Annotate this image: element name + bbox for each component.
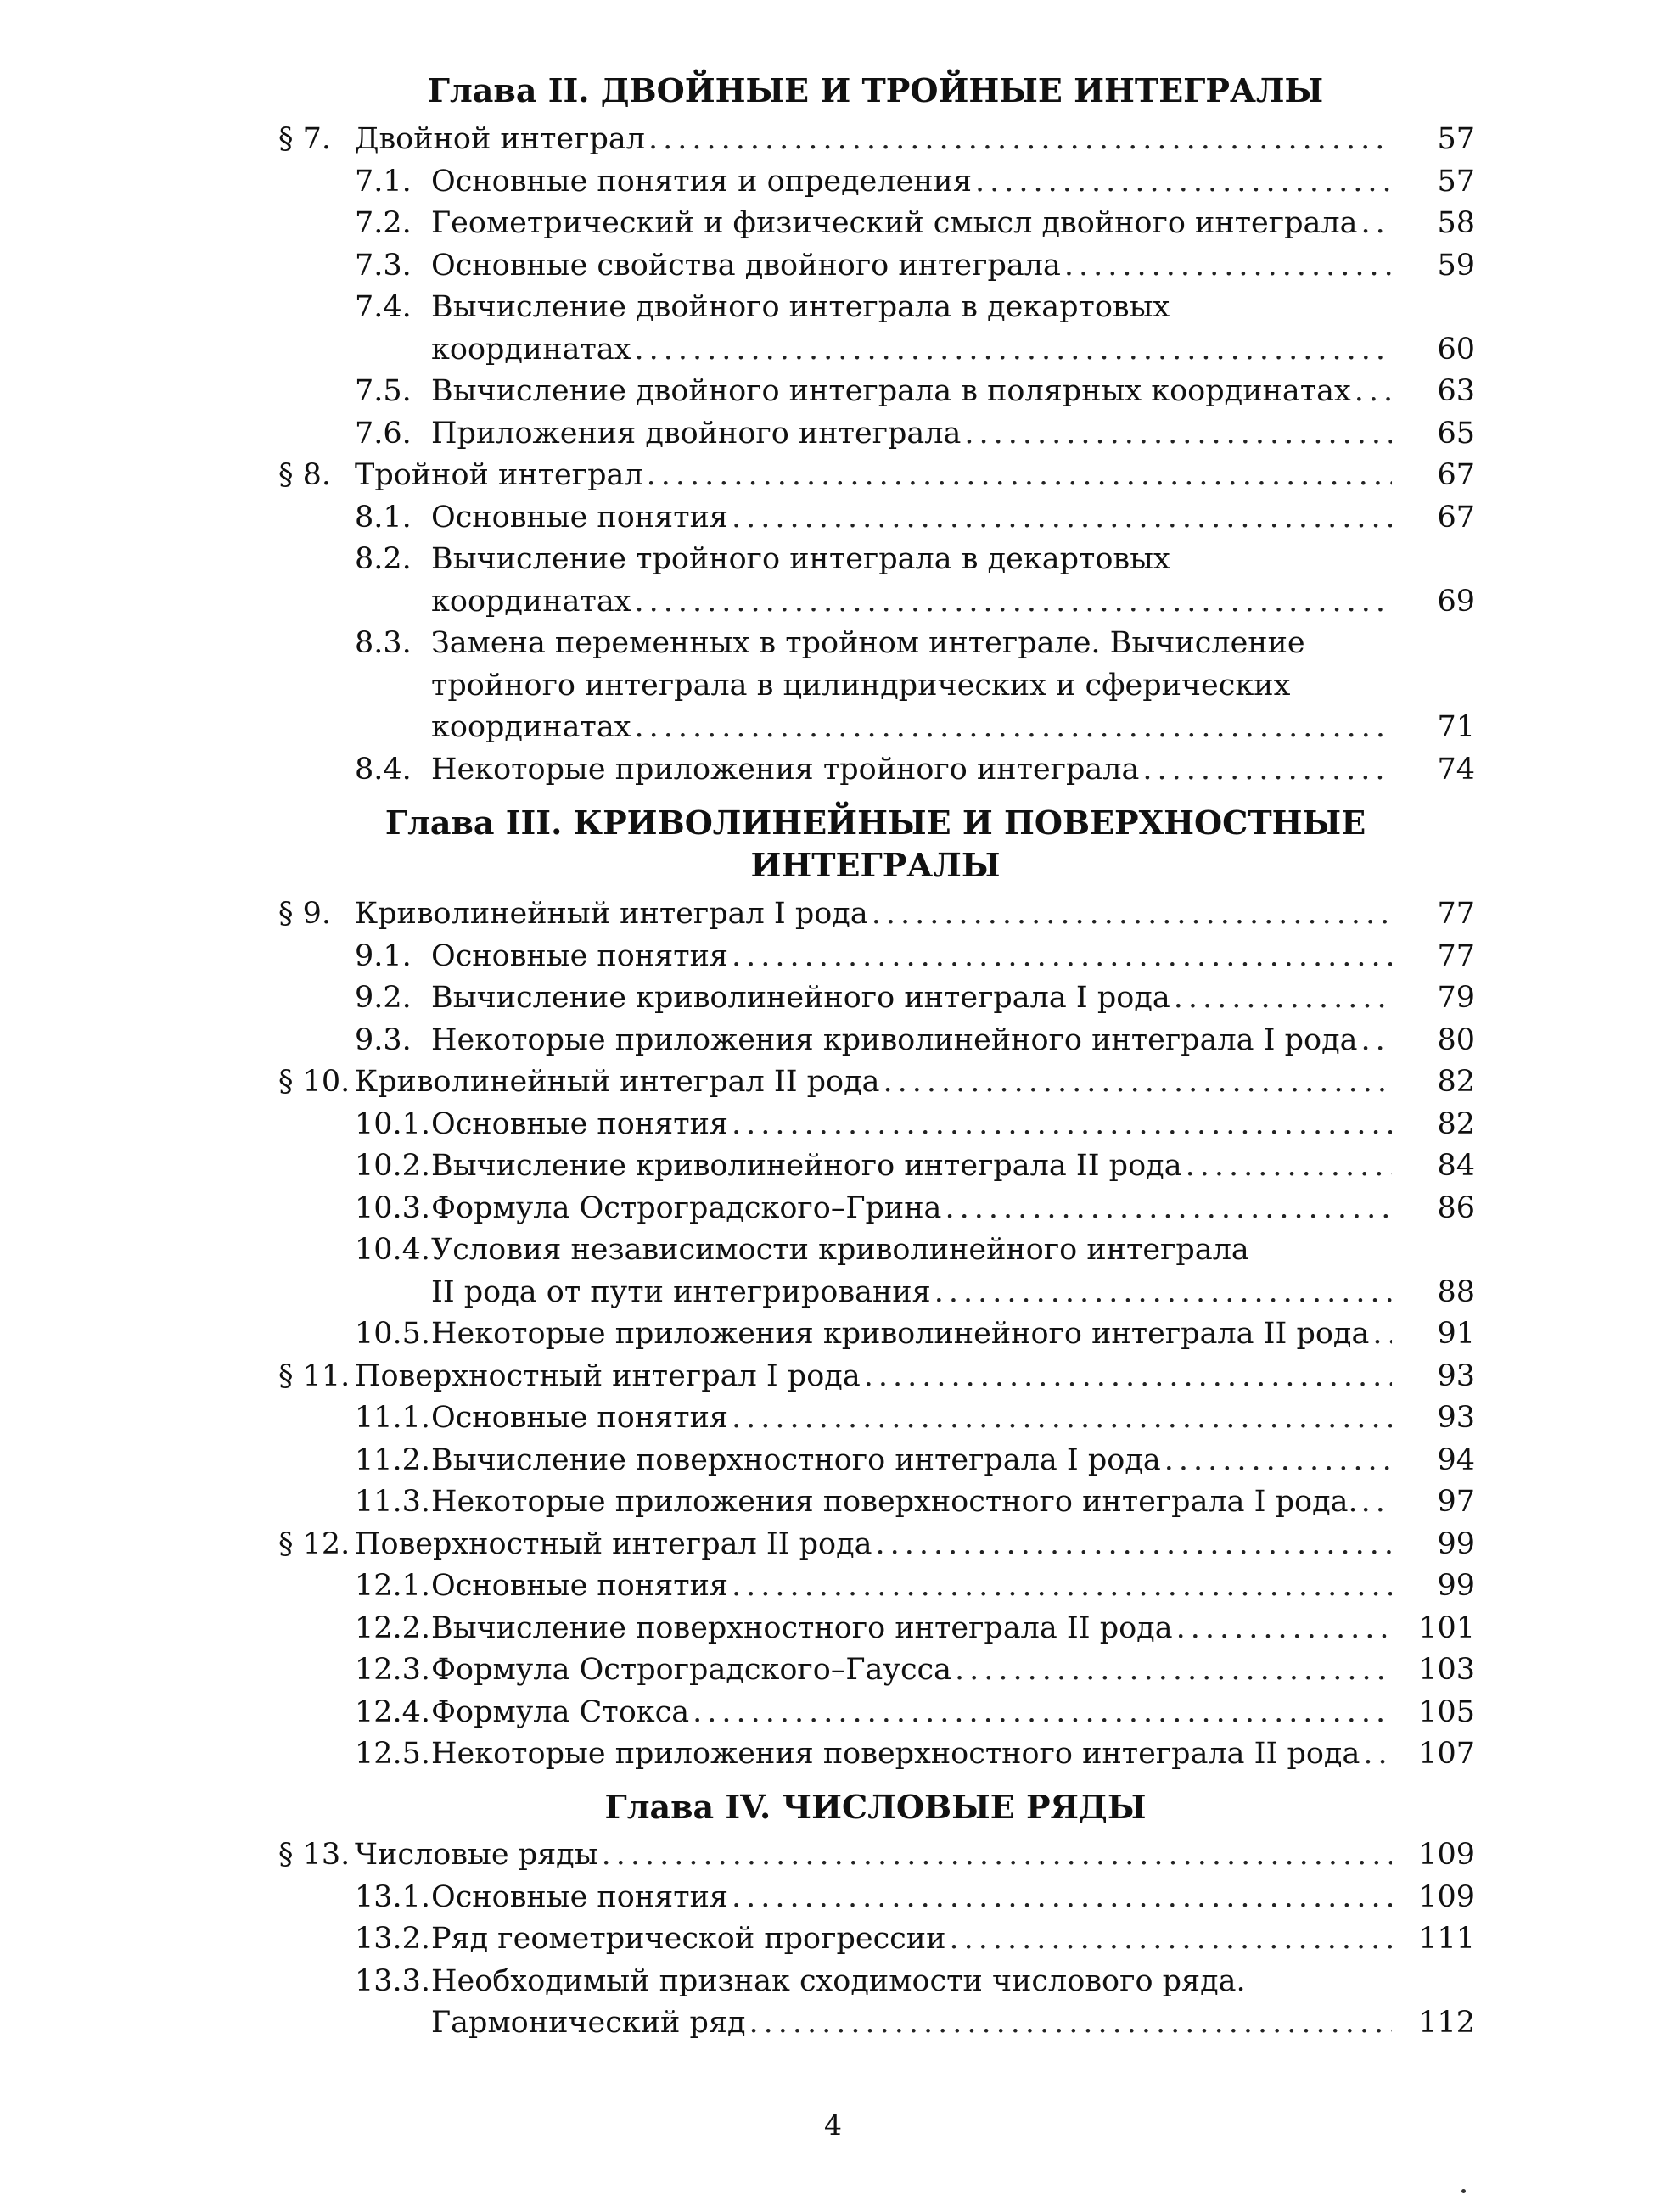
toc-entry-s9-2[interactable] (0, 977, 1666, 1020)
entry-page: 99 (1437, 1526, 1475, 1561)
leader-dots (945, 1918, 1392, 1961)
entry-title: Основные понятия (431, 1401, 728, 1435)
entry-title: Геометрический и физический смысл двойного интеграла (431, 206, 1358, 240)
entry-page: 101 (1418, 1610, 1475, 1645)
entry-page: 82 (1437, 1065, 1475, 1099)
entry-number: 9.2. (355, 981, 412, 1015)
toc-entry-s10-4-cont[interactable] (0, 1272, 1666, 1314)
toc-entry-s12-4[interactable] (0, 1692, 1666, 1734)
toc-entry-s12-2[interactable] (0, 1608, 1666, 1650)
entry-number: § 7. (278, 122, 332, 156)
entry-number: 10.4. (355, 1233, 431, 1267)
entry-page: 77 (1437, 938, 1475, 973)
entry-page: 60 (1437, 332, 1475, 367)
entry-page: 57 (1437, 122, 1475, 156)
toc-entry-s8-3-cont2[interactable] (0, 707, 1666, 749)
entry-title: Основные понятия (431, 1569, 728, 1603)
entry-page: 57 (1437, 164, 1475, 199)
toc-entry-s12[interactable] (0, 1524, 1666, 1566)
leader-dots (1358, 1481, 1392, 1524)
entry-page: 79 (1437, 981, 1475, 1015)
entry-title: Вычисление двойного интеграла в полярных координатах (431, 374, 1351, 408)
leader-dots (1369, 1313, 1392, 1356)
leader-dots (1357, 203, 1392, 245)
toc-entry-s7-3[interactable] (0, 245, 1666, 288)
toc-entry-s9-3[interactable] (0, 1020, 1666, 1062)
toc-entry-s8-2[interactable] (0, 539, 1666, 581)
entry-page: 93 (1437, 1401, 1475, 1435)
entry-page: 112 (1418, 2006, 1475, 2040)
toc-entry-s13-3[interactable] (0, 1961, 1666, 2003)
leader-dots (931, 1272, 1392, 1314)
entry-number: § 11. (278, 1358, 351, 1393)
entry-title: Вычисление криволинейного интеграла I рода (431, 981, 1170, 1015)
entry-title: Некоторые приложения поверхностного интеграла I рода. (431, 1485, 1358, 1519)
leader-dots (1061, 245, 1392, 288)
entry-number: 7.4. (355, 290, 412, 324)
entry-number: § 13. (278, 1838, 351, 1872)
leader-dots (941, 1188, 1392, 1230)
toc-entry-s8[interactable] (0, 455, 1666, 497)
entry-number: 7.1. (355, 164, 412, 199)
entry-number: 10.5. (355, 1317, 431, 1351)
entry-title: Поверхностный интеграл II рода (355, 1526, 872, 1561)
entry-number: 13.1. (355, 1879, 431, 1914)
entry-page: 67 (1437, 458, 1475, 492)
leader-dots (1170, 977, 1392, 1020)
leader-dots (728, 1104, 1392, 1146)
leader-dots (728, 497, 1392, 540)
entry-number: 10.2. (355, 1149, 431, 1183)
toc-entry-s11-2[interactable] (0, 1440, 1666, 1482)
entry-title: Некоторые приложения криволинейного интеграла I рода (431, 1022, 1358, 1057)
toc-entry-s10-2[interactable] (0, 1145, 1666, 1188)
entry-title: Приложения двойного интеграла (431, 416, 962, 451)
entry-title-line1: Необходимый признак сходимости числового ряда. (431, 1963, 1246, 1998)
leader-dots (872, 1524, 1392, 1566)
entry-number: § 9. (278, 897, 332, 931)
entry-title-line2: координатах (431, 584, 631, 619)
chapter-heading-cont: ИНТЕГРАЛЫ (750, 846, 1001, 884)
leader-dots (643, 455, 1392, 497)
leader-dots (728, 1565, 1392, 1608)
toc-entry-s7-4[interactable] (0, 287, 1666, 329)
leader-dots (961, 413, 1392, 456)
entry-title: Формула Остроградского–Гаусса (431, 1653, 952, 1687)
entry-number: 7.2. (355, 206, 412, 240)
entry-page: 109 (1418, 1838, 1475, 1872)
toc-entry-s10-1[interactable] (0, 1104, 1666, 1146)
toc-entry-s11-3[interactable] (0, 1481, 1666, 1524)
leader-dots (1173, 1608, 1392, 1650)
leader-dots (972, 161, 1392, 204)
entry-number: 12.4. (355, 1694, 431, 1729)
leader-dots (631, 329, 1392, 372)
leader-dots (868, 893, 1392, 936)
entry-number: § 10. (278, 1065, 351, 1099)
entry-title: Некоторые приложения поверхностного интеграла II рода (431, 1737, 1360, 1771)
toc-entry-s9-1[interactable] (0, 936, 1666, 978)
entry-title: Основные понятия (431, 1106, 728, 1141)
entry-title: Вычисление поверхностного интеграла II рода (431, 1610, 1173, 1645)
entry-number: 13.3. (355, 1963, 431, 1998)
toc-entry-s12-1[interactable] (0, 1565, 1666, 1608)
leader-dots (631, 707, 1392, 749)
toc-entry-s7[interactable] (0, 119, 1666, 161)
entry-title: Основные понятия (431, 500, 728, 535)
entry-page: 77 (1437, 897, 1475, 931)
entry-page: 109 (1418, 1879, 1475, 1914)
entry-number: 13.2. (355, 1922, 431, 1956)
entry-title-line1: Условия независимости криволинейного интеграла (431, 1233, 1249, 1267)
entry-number: § 12. (278, 1526, 351, 1561)
entry-title: Основные понятия (431, 1879, 728, 1914)
chapter-heading: Глава III. КРИВОЛИНЕЙНЫЕ И ПОВЕРХНОСТНЫЕ (384, 804, 1366, 842)
entry-page: 58 (1437, 206, 1475, 240)
toc-entry-s12-5[interactable] (0, 1733, 1666, 1776)
entry-page: 93 (1437, 1358, 1475, 1393)
entry-number: 7.6. (355, 416, 412, 451)
entry-page: 94 (1437, 1442, 1475, 1477)
toc-entry-s11-1[interactable] (0, 1397, 1666, 1440)
toc-entry-s8-3-cont1[interactable] (0, 665, 1666, 708)
entry-title: Некоторые приложения тройного интеграла (431, 752, 1140, 787)
entry-number: 7.5. (355, 374, 412, 408)
leader-dots (746, 2002, 1392, 2045)
entry-page: 88 (1437, 1274, 1475, 1309)
leader-dots (951, 1649, 1392, 1692)
toc-entry-s10-4[interactable] (0, 1229, 1666, 1272)
leader-dots (1360, 1733, 1392, 1776)
entry-title: Формула Остроградского–Грина (431, 1190, 942, 1225)
chapter-heading: Глава II. ДВОЙНЫЕ И ТРОЙНЫЕ ИНТЕГРАЛЫ (427, 71, 1324, 109)
entry-title: Криволинейный интеграл I рода (355, 897, 868, 931)
entry-number: 8.3. (355, 626, 412, 660)
entry-title: Тройной интеграл (355, 458, 643, 492)
entry-title: Основные понятия и определения (431, 164, 973, 199)
leader-dots (689, 1692, 1392, 1734)
entry-number: 8.4. (355, 752, 412, 787)
leader-dots (645, 119, 1392, 161)
entry-page: 111 (1418, 1922, 1475, 1956)
entry-title: Основные понятия (431, 938, 728, 973)
entry-page: 91 (1437, 1317, 1475, 1351)
scan-speck (1461, 2189, 1466, 2193)
entry-page: 103 (1418, 1653, 1475, 1687)
toc-entry-s10-3[interactable] (0, 1188, 1666, 1230)
entry-page: 105 (1418, 1694, 1475, 1729)
toc-entry-s8-1[interactable] (0, 497, 1666, 540)
entry-title-line2: Гармонический ряд (431, 2006, 746, 2040)
entry-number: 11.2. (355, 1442, 431, 1477)
leader-dots (1161, 1440, 1392, 1482)
entry-number: 12.3. (355, 1653, 431, 1687)
entry-number: 11.1. (355, 1401, 431, 1435)
leader-dots (880, 1061, 1392, 1104)
entry-page: 71 (1437, 710, 1475, 744)
entry-page: 84 (1437, 1149, 1475, 1183)
entry-page: 74 (1437, 752, 1475, 787)
entry-title-line2: II рода от пути интегрирования (431, 1274, 931, 1309)
toc-entry-s8-2-cont[interactable] (0, 581, 1666, 624)
entry-page: 67 (1437, 500, 1475, 535)
toc-entry-s10[interactable] (0, 1061, 1666, 1104)
entry-number: 7.3. (355, 248, 412, 283)
entry-title: Вычисление поверхностного интеграла I рода (431, 1442, 1161, 1477)
entry-page: 59 (1437, 248, 1475, 283)
toc-list-ch3 (0, 893, 1666, 1776)
entry-title: Вычисление криволинейного интеграла II рода (431, 1149, 1182, 1183)
entry-number: 10.3. (355, 1190, 431, 1225)
toc-list-ch2 (0, 119, 1666, 791)
toc-entry-s8-4[interactable] (0, 749, 1666, 792)
leader-dots (728, 936, 1392, 978)
entry-title: Поверхностный интеграл I рода (355, 1358, 861, 1393)
entry-page: 97 (1437, 1485, 1475, 1519)
toc-list-ch4 (0, 1834, 1666, 2045)
entry-number: 9.1. (355, 938, 412, 973)
entry-number: 12.5. (355, 1737, 431, 1771)
entry-title-line1: Вычисление двойного интеграла в декартовых (431, 290, 1170, 324)
entry-title: Формула Стокса (431, 1694, 690, 1729)
entry-title-line3: координатах (431, 710, 631, 744)
toc-entry-s13[interactable] (0, 1834, 1666, 1877)
leader-dots (598, 1834, 1392, 1877)
entry-page: 69 (1437, 584, 1475, 619)
toc-entry-s7-5[interactable] (0, 371, 1666, 413)
leader-dots (631, 581, 1392, 624)
entry-page: 86 (1437, 1190, 1475, 1225)
toc-entry-s7-6[interactable] (0, 413, 1666, 456)
toc-entry-s13-2[interactable] (0, 1918, 1666, 1961)
entry-number: 11.3. (355, 1485, 431, 1519)
toc-entry-s8-3[interactable] (0, 623, 1666, 665)
entry-number: 12.1. (355, 1569, 431, 1603)
leader-dots (728, 1397, 1392, 1440)
toc-entry-s13-3-cont[interactable] (0, 2002, 1666, 2045)
toc-entry-s7-2[interactable] (0, 203, 1666, 245)
entry-title: Некоторые приложения криволинейного интеграла II рода (431, 1317, 1370, 1351)
toc-entry-s10-5[interactable] (0, 1313, 1666, 1356)
leader-dots (1351, 371, 1392, 413)
entry-title: Ряд геометрической прогрессии (431, 1922, 946, 1956)
entry-number: § 8. (278, 458, 332, 492)
leader-dots (1358, 1020, 1392, 1062)
entry-number: 8.1. (355, 500, 412, 535)
toc-entry-s13-1[interactable] (0, 1877, 1666, 1919)
toc-entry-s7-1[interactable] (0, 161, 1666, 204)
entry-page: 63 (1437, 374, 1475, 408)
leader-dots (728, 1877, 1392, 1919)
entry-page: 80 (1437, 1022, 1475, 1057)
entry-page: 65 (1437, 416, 1475, 451)
entry-page: 99 (1437, 1569, 1475, 1603)
entry-title: Двойной интеграл (355, 122, 645, 156)
entry-page: 82 (1437, 1106, 1475, 1141)
entry-number: 8.2. (355, 542, 412, 576)
entry-title-line2: тройного интеграла в цилиндрических и сферических (431, 668, 1291, 703)
leader-dots (861, 1356, 1392, 1398)
leader-dots (1182, 1145, 1392, 1188)
entry-number: 9.3. (355, 1022, 412, 1057)
entry-title: Числовые ряды (355, 1838, 598, 1872)
entry-title-line1: Замена переменных в тройном интеграле. Вычисление (431, 626, 1305, 660)
toc-entry-s12-3[interactable] (0, 1649, 1666, 1692)
leader-dots (1139, 749, 1392, 792)
entry-number: 12.2. (355, 1610, 431, 1645)
toc-entry-s9[interactable] (0, 893, 1666, 936)
chapter-heading: Глава IV. ЧИСЛОВЫЕ РЯДЫ (604, 1788, 1147, 1826)
entry-title: Основные свойства двойного интеграла (431, 248, 1061, 283)
toc-entry-s11[interactable] (0, 1356, 1666, 1398)
entry-page: 107 (1418, 1737, 1475, 1771)
entry-title-line1: Вычисление тройного интеграла в декартовых (431, 542, 1170, 576)
entry-title: Криволинейный интеграл II рода (355, 1065, 880, 1099)
toc-entry-s7-4-cont[interactable] (0, 329, 1666, 372)
page-number: 4 (824, 2108, 842, 2142)
entry-number: 10.1. (355, 1106, 431, 1141)
entry-title-line2: координатах (431, 332, 631, 367)
